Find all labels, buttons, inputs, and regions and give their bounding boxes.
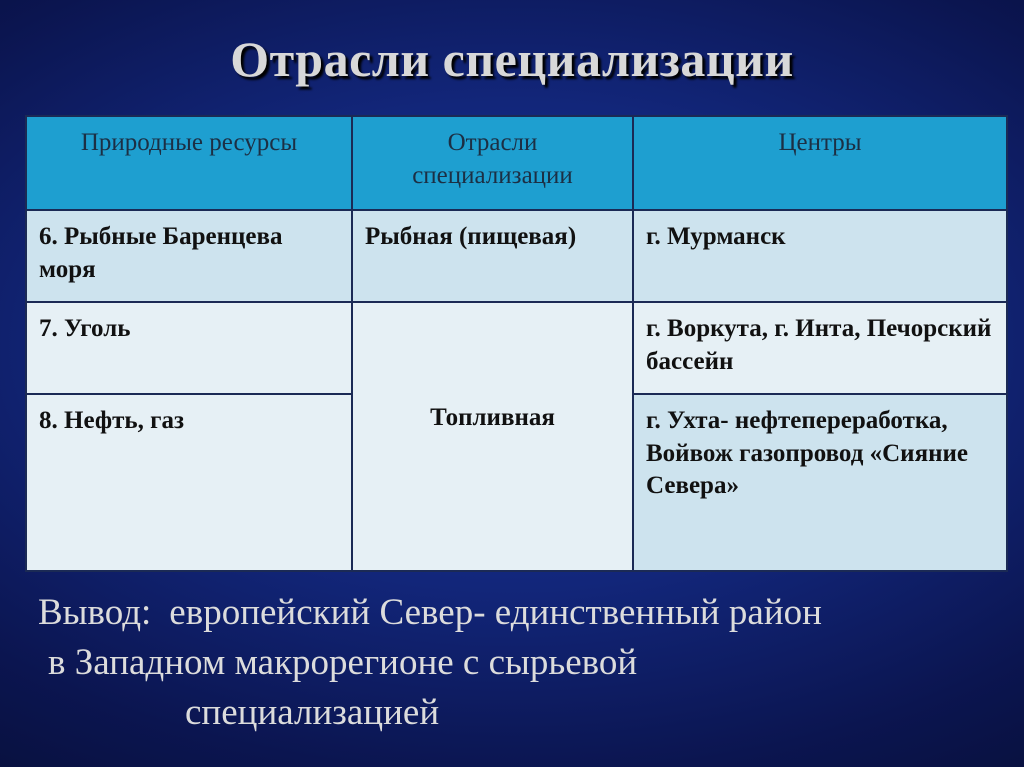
specialization-table	[25, 115, 1008, 572]
cell-center-murmansk: г. Мурманск	[633, 210, 1007, 302]
table-header-row	[26, 116, 1007, 210]
specialization-table-container	[25, 115, 1006, 570]
cell-industry-fish: Рыбная (пищевая)	[352, 210, 633, 302]
cell-center-vorkuta: г. Воркута, г. Инта, Печорский бассейн	[633, 302, 1007, 394]
header-centers: Центры	[633, 116, 1007, 210]
conclusion-line-1-text: европейский Север- единственный район	[169, 592, 822, 633]
cell-industry-fuel	[352, 302, 633, 571]
table-row	[26, 210, 1007, 302]
slide-title: Отрасли специализации	[230, 31, 794, 87]
fuel-label: Топливная	[430, 404, 555, 432]
cell-center-ukhta: г. Ухта- нефтепереработка, Войвож газопровод «Сияние Севера»	[633, 394, 1007, 571]
cell-resource-oil-gas: 8. Нефть, газ	[26, 394, 352, 571]
conclusion-text	[38, 588, 1008, 738]
conclusion-line-1	[38, 588, 1008, 638]
conclusion-lead: Вывод:	[38, 592, 152, 633]
conclusion-line-3: специализацией	[185, 692, 440, 733]
conclusion-line-2: в Западном макрорегионе с сырьевой	[48, 642, 638, 683]
header-industries: Отрасли специализации	[352, 116, 633, 210]
cell-resource-coal: 7. Уголь	[26, 302, 352, 394]
header-natural-resources: Природные ресурсы	[26, 116, 352, 210]
table-row	[26, 302, 1007, 394]
cell-resource-fish: 6. Рыбные Баренцева моря	[26, 210, 352, 302]
